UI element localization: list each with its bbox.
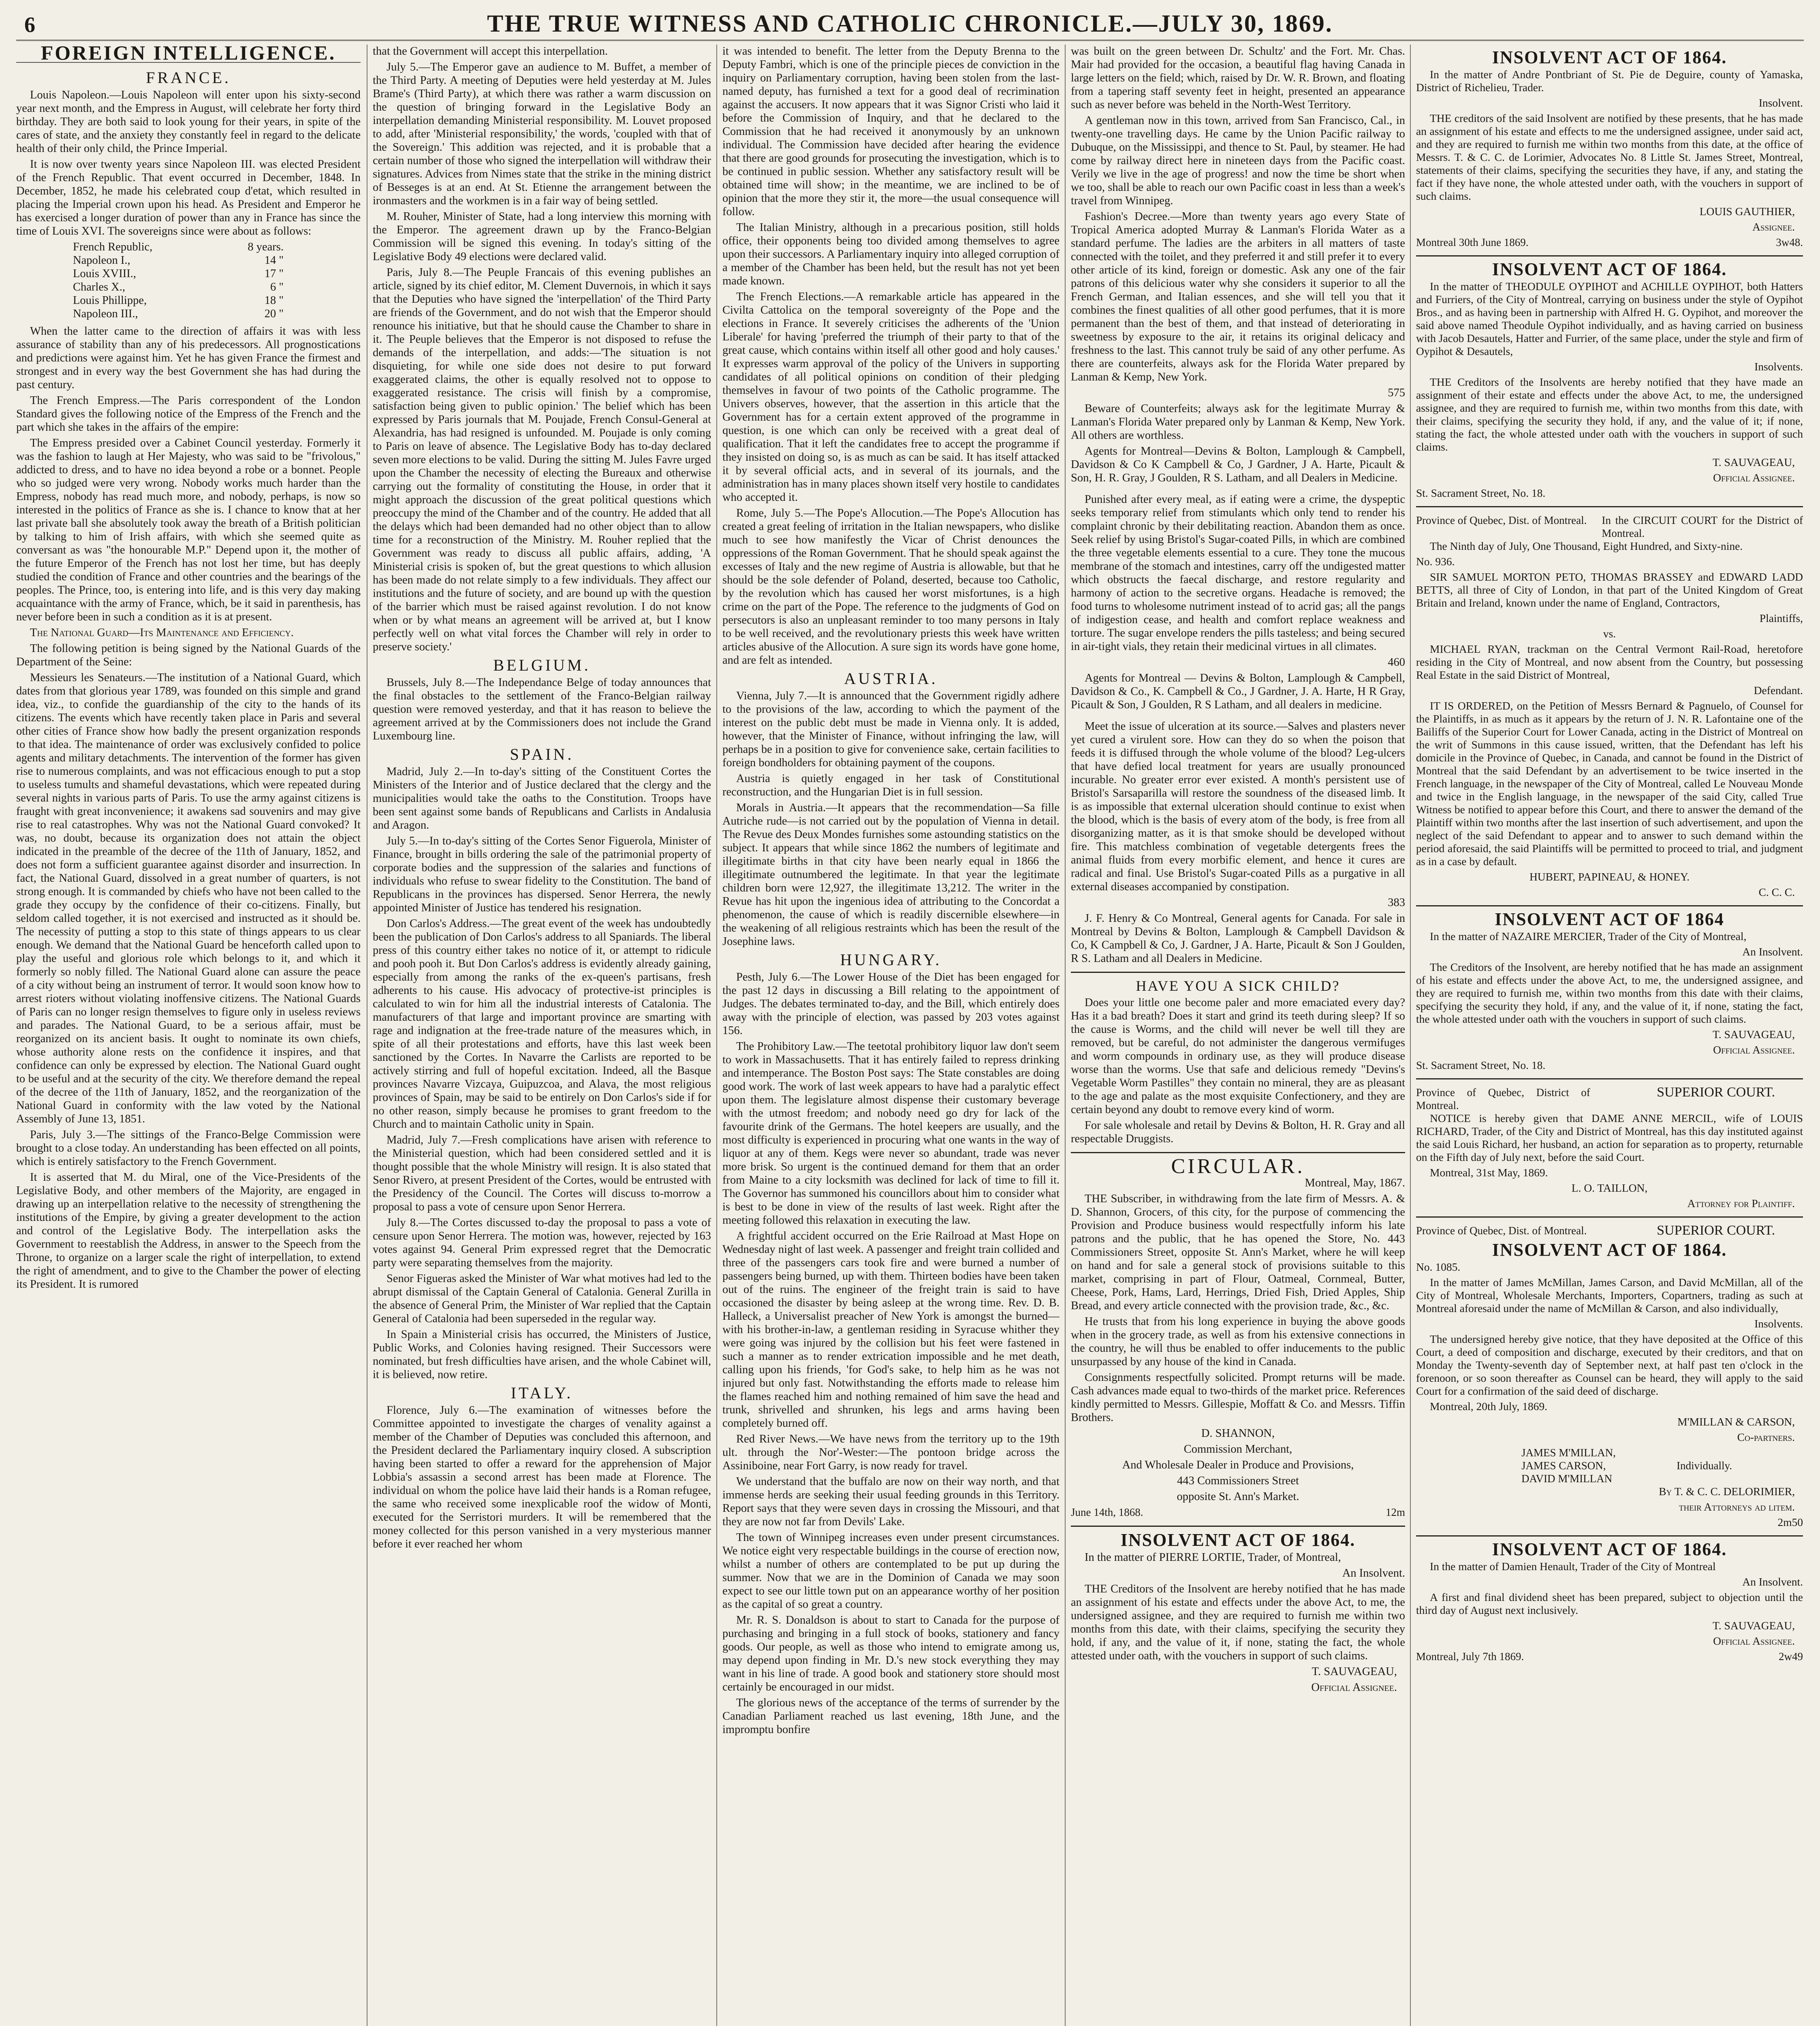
column-rule [716,45,717,2026]
notice-status: Insolvent. [1758,96,1803,109]
advertisement-paragraph: J. F. Henry & Co Montreal, General agents for Canada. For sale in Montreal by Devins & Bolton, Lamplough & Campbell Davidson & Co, K Campbell & Co, J. Gardner, J A. Harte, Picault & Son J Goulden, R S. Latham and all Dealers in Medicine. [1071,912,1405,965]
article-paragraph: Madrid, July 7.—Fresh complications have arisen with reference to the Ministerial question, which had been considered settled and it is thought possible that the whole Ministry will resign. It is also stated that Senor Rivero, at present President of the Cortes, would be entrusted with the Presidency of the Council. The Cortes will discuss to-morrow a proposal to pass a vote of censure upon Senor Herrera. [373,1134,711,1213]
notice-paragraph: In the matter of THEODULE OYPIHOT and ACHILLE OYPIHOT, both Hatters and Furriers, of the City of Montreal, carrying on business under the style of Oypihot Bros., and as having been in partnership with Alfred H. G. Oypihot, and moreover the said above named Theodule Oypihot individually, and as having carried on business with Jacob Desautels, Hatter and Furrier, of the same place, under the style and firm of Oypihot & Desautels, [1416,280,1803,357]
notice-paragraph: In the matter of Andre Pontbriant of St. Pie de Deguire, county of Yamaska, District of Richelieu, Trader. [1416,68,1803,94]
notice-paragraph: Consignments respectfully solicited. Prompt returns will be made. Cash advances made equal to two-thirds of the market price. References kindly permitted to Messrs. Gillespie, Moffatt & Co. and Messrs. Tiffin Brothers. [1071,1371,1405,1424]
signature-line: Assignee. [1752,220,1795,233]
masthead [16,7,1804,41]
country-heading: ITALY. [511,1384,573,1402]
article-paragraph: Pesth, July 6.—The Lower House of the Diet has been engaged for the past 12 days in discussing a Bill relating to the appointment of Judges. The debates terminated to-day, and the Bill, which entirely does away with the principle of election, was passed by 203 votes against 156. [722,971,1060,1037]
column-rule [1410,45,1411,2026]
article-paragraph: was built on the green between Dr. Schultz' and the Fort. Mr. Chas. Mair had provided for the occasion, a beautiful flag having Canada in large letters on the field; which, raised by Dr. W. R. Brown, and floating from a tapering staff seventy feet in height, presented an appearance such as never before was beheld in the North-West Territory. [1071,45,1405,111]
table-cell: 6 " [270,281,284,293]
signature: M'MILLAN & CARSON, [1677,1415,1795,1428]
signature-line: And Wholesale Dealer in Produce and Provisions, [1122,1459,1354,1471]
article-paragraph: July 5.—In to-day's sitting of the Cortes Senor Figuerola, Minister of Finance, brought in bills ordering the sale of the patrimonial property of corporate bodies and the suppression of the salaries and functions of individuals who refuse to swear fidelity to the Constitution. The band of Republicans in the provinces has dispersed. Senor Herrera, the newly appointed Minister of Justice has tendered his resignation. [373,835,711,914]
country-heading: HUNGARY. [840,951,942,969]
article-paragraph: The Italian Ministry, although in a precarious position, still holds office, their opponents being too divided among themselves to agree upon their successors. A Parliamentary inquiry into alleged corruption of a member of the Chamber has been held, but the result has not yet been made known. [722,221,1060,287]
notice-address: St. Sacrament Street, No. 18. [1416,487,1546,499]
article-paragraph: Paris, July 3.—The sittings of the Franco-Belge Commission were brought to a close today. An understanding has been effected on all points, which is entirely satisfactory to the French Government. [16,1128,361,1168]
signature-line: Official Assignee. [1713,1635,1795,1647]
article-paragraph: The Empress presided over a Cabinet Council yesterday. Formerly it was the fashion to laugh at Her Majesty, who was said to be "frivolous," addicted to dress, and to have no idea beyond a robe or a bonnet. People who so judged were very wrong. Nobody works much harder than the Empress, nobody has read much more, and nobody, perhaps, is now so interested in the politics of France as she is. I chance to know that at her last private ball she absolutely took away the breath of a British politician by talking to him of Irish affairs, with which she seemed quite as conversant as was "the honourable M.P." Depend upon it, the mother of the future Emperor of the French has not lost her time, but has deeply studied the condition of France and other countries and the bearings of the peoples. The Prince, too, is entering into life, and is this very day making acquaintance with the army of France, which, be it said in parenthesis, has never before been in such a condition as it is at present. [16,437,361,623]
table-row [73,294,284,307]
notice-heading: INSOLVENT ACT OF 1864. [1492,1539,1727,1559]
notice-date: Montreal 30th June 1869. [1416,236,1529,248]
signature-line: Individually. [1677,1460,1732,1472]
article-paragraph: A gentleman now in this town, arrived from San Francisco, Cal., in twenty-one travelling days. He came by the Union Pacific railway to Dubuque, on the Mississippi, and thence to St. Paul, by steamer. He had come by railway direct here in nineteen days from the Pacific coast. Verily we live in the age of progress! and now the time be short when we too, shall be able to reach our own Pacific coast in less than a week's travel from Winnipeg. [1071,114,1405,207]
table-cell: 17 " [264,267,284,280]
ad-number: 2m50 [1777,1516,1803,1528]
notice-paragraph: A first and final dividend sheet has been prepared, subject to objection until the third day of August next inclusively. [1416,1591,1803,1616]
ad-number: 3w48. [1776,236,1803,248]
notice-heading: INSOLVENT ACT OF 1864 [1495,909,1724,929]
article-paragraph: Mr. R. S. Donaldson is about to start to Canada for the purpose of purchasing and bringing in a full stock of books, stationery and fancy goods. Our people, as well as those who intend to emigrate among us, may depend upon finding in Mr. D.'s new stock everything they may want in his line of trade. A good book and stationery store should most certainly be encouraged in our midst. [722,1614,1060,1693]
article-paragraph: We understand that the buffalo are now on their way north, and that immense herds are seeking their usual feeding grounds in this Territory. Report says that they were seven days in crossing the Missouri, and that they are now not far from Devils' Lake. [722,1475,1060,1528]
section-title: FOREIGN INTELLIGENCE. [16,46,361,63]
notice-date: Montreal, 20th July, 1869. [1430,1400,1547,1413]
advertisement-paragraph: Does your little one become paler and more emaciated every day? Has it a bad breath? Does it start and grind its teeth during sleep? If so the cause is Worms, and the child will never be well till they are removed, but be careful, do not administer the dangerous vermifuges and worm compounds in ordinary use, as they will produce disease worse than the worms. Use that safe and delicious remedy "Devins's Vegetable Worm Pastilles" they contain no mineral, they are as pleasant to the age and palate as the most exquisite Confectionery, and they are certain beyond any doubt to remove every kind of worm. [1071,996,1405,1116]
divider [1416,506,1803,507]
article-paragraph: In Spain a Ministerial crisis has occurred, the Ministers of Justice, Public Works, and Colonies having resigned. Their Successors were nominated, but fresh difficulties have arisen, and the whole Cabinet will, it is believed, now retire. [373,1328,711,1381]
notice-paragraph: In the matter of James McMillan, James Carson, and David McMillan, all of the City of Montreal, Wholesale Merchants, Importers, Copartners, trading as such at Montreal aforesaid under the name of McMillan & Carson, and also individually, [1416,1276,1803,1314]
signature: T. SAUVAGEAU, [1713,1028,1795,1041]
notice-paragraph: NOTICE is hereby given that DAME ANNE MERCIL, wife of LOUIS RICHARD, Trader, of the City and District of Montreal, has this day instituted against the said Louis Richard, her husband, an action for separation as to property, returnable on the Fifth day of July next, before the said Court. [1416,1112,1803,1163]
divider [1416,905,1803,906]
ad-number: 12m [1385,1506,1405,1518]
advertisement-paragraph: Fashion's Decree.—More than twenty years ago every State of Tropical America adopted Murray & Lanman's Florida Water as a standard perfume. The ladies are the arbiters in all matters of taste connected with the toilet, and they preferred it and still prefer it to every other article of its kind, foreign or domestic. Ask any one of the fair patrons of this delicious water why she considers it superior to all the French German, and Italian essences, and she will tell you that it combines the finest qualities of all other good perfumes, that it is more permanent than the best of them, and that instead of deteriorating in sweetness by exposure to the air, it retains its original delicacy and freshness to the last. This cannot truly be said of any other perfume. As there are counterfeits, always ask for the Florida Water prepared by Lanman & Kemp, New York. [1071,210,1405,383]
column-2 [373,45,711,2026]
notice-status: Defendant. [1754,684,1803,697]
notice-paragraph: In the matter of Damien Henault, Trader of the City of Montreal [1430,1560,1716,1573]
case-number: No. 1085. [1416,1261,1461,1273]
table-cell: Napoleon III., [73,308,138,320]
signature-line: JAMES CARSON, [1521,1460,1606,1472]
notice-paragraph: THE Creditors of the Insolvent are hereby notified that he has made an assignment of his estate and effects under the above Act, to me, the undersigned assignee, and they are required to furnish me within two months from this date, with their claims, specifying the security they hold, if any, and the value of it, if none, stating the fact, the whole attested under oath, with the vouchers in support of such claims. [1071,1583,1405,1662]
article-paragraph: It is now over twenty years since Napoleon III. was elected President of the French Republic. That event occurred in December, 1848. In December, 1852, he made his celebrated coup d'etat, which resulted in placing the Imperial crown upon his head. As President and Emperor he has exercised a longer duration of power than any in France has since the time of Louis XVI. The sovereigns since were about as follows: [16,158,361,237]
divider [1416,1535,1803,1537]
article-paragraph: A frightful accident occurred on the Erie Railroad at Mast Hope on Wednesday night of last week. A passenger and freight train collided and three of the passengers cars took fire and were burned a number of passengers being burned, up with them. Thirteen bodies have been taken out of the ruins. The engineer of the freight train is said to have occasioned the disaster by being asleep at the wrong time. Rev. D. B. Halleck, a Universalist preacher of New York is amongst the burned—with his brother-in-law, a gentleman residing in Syracuse whither they were going was injured by the collision but his feet were fastened in such a manner as to render extrication impossible and he met death, calling upon his friends, 'for God's sake, to help him as he was not injured but only fast. Notwithstanding the efforts made to release him the flames reached him and nothing remained of him save the head and trunk, shrivelled and shrunken, his legs and arms having been completely burned off. [722,1230,1060,1430]
divider [1416,255,1803,256]
article-paragraph: Senor Figueras asked the Minister of War what motives had led to the abrupt dismissal of the Captain General of Catalonia. General Zurilla in the absence of General Prim, the Minister of War replied that the Captain General of Catalonia had been superseded in the regular way. [373,1272,711,1325]
table-cell: 18 " [264,294,284,307]
signature: T. SAUVAGEAU, [1713,456,1795,468]
table-cell: 8 years. [248,241,284,253]
article-paragraph: it was intended to benefit. The letter from the Deputy Brenna to the Deputy Fambri, which is one of the principle pieces de conviction in the inquiry on Parliamentary corruption, having been stolen from the last-named deputy, has furnished a text for a good deal of recrimination against the accusers. It now appears that it was Signor Cristi who laid it before the Commission of Inquiry, and that he declared to the Commission that he had received it anonymously by an unknown individual. The Commission have decided after hearing the evidence that there are good grounds for prosecuting the investigation, which is to be continued in public session. Whether any satisfactory result will be obtained time will show; in the meantime, we are inclined to be of opinion that the more they stir it, the more—the usual consequence will follow. [722,45,1060,218]
article-paragraph: Messieurs les Senateurs.—The institution of a National Guard, which dates from that glorious year 1789, was founded on this simple and grand idea, viz., to confide the guardianship of the city to the hands of its citizens. The events which have recently taken place in Paris and several other cities of France show how badly the present organization responds to that idea. The maintenance of order was exclusively confided to police agents and military detachments. The intervention of the former has given rise to numerous complaints, and was not efficacious enough to put a stop to useless tumults and shameful devastations, which were repeated during several nights in various parts of Paris. To use the army against citizens is fraught with great inconvenience; it awakens sad souvenirs and may give rise to real catastrophes. Why was not the National Guard convoked? It was, no doubt, because its organization does not attain the object indicated in the preamble of the decree of the 11th of January, 1852, and does not form a sufficient guarantee against disorder and insurrection. In fact, the National Guard, dissolved in a great number of quarters, is not strong enough. It is commanded by chiefs who have not been called to the grade they occupy by the confidence of their co-citizens. Finally, but seldom called together, it is not exercised and instructed as it should be. The necessity of putting a stop to this state of things appears to us clear enough. We demand that the National Guard be henceforth called upon to play the useful and glorious role which belongs to it, and which it formerly so nobly filled. The National Guard alone can assure the peace of a city without being an instrument of terror. It would soon know how to arrest rioters without violating inoffensive citizens. The National Guards of Paris can no longer resign themselves to figure only in useless reviews and parades. The National Guard, to be a serious affair, must be reorganized on its ancient basis. It ought to nominate its own chiefs, whose authority alone rests on the confidence it inspires, and that confidence can only be expressed by election. The National Guard ought to be useful and at the security of the city. We therefore demand the repeal of the decree of the 11th of January, 1852, and the reorganization of the National Guard in conformity with the law voted by the National Assembly of June 13, 1851. [16,671,361,1125]
divider [1071,972,1405,973]
article-paragraph: When the latter came to the direction of affairs it was with less assurance of stability than any of his predecessors. All prognostications and predictions were against him. Yet he has given France the firmest and strongest and in every way the best Government she has had during the past century. [16,325,361,391]
notice-paragraph: The Creditors of the Insolvent, are hereby notified that he has made an assignment of his estate and effects under the above Act, to me, the undersigned assignee, and they are required to furnish me, within two months from this date with their claims, specifying the security they hold, if any, and the value of it, if none, stating the fact, the whole attested under oath with the vouchers in support of such claims. [1416,961,1803,1025]
signature-line: By T. & C. C. DELORIMIER, [1659,1485,1795,1498]
article-paragraph: Vienna, July 7.—It is announced that the Government rigidly adhere to the provisions of the law, according to which the payment of the interest on the public debt must be made in Vienna only. It is added, however, that the Minister of Finance, without infringing the law, will perhaps be in a position to give for convenience sake, certain facilities to foreign bondholders for obtaining payment of the coupons. [722,690,1060,769]
masthead-title: THE TRUE WITNESS AND CATHOLIC CHRONICLE.—JULY 30, 1869. [487,10,1333,37]
article-paragraph: Don Carlos's Address.—The great event of the week has undoubtedly been the publication of Don Carlos's address to all Spaniards. The liberal press of this country either takes no notice of it, or attempt to ridicule and pooh pooh it. But Don Carlos's address is evidently already gaining, especially from among the ranks of the ex-queen's partisans, fresh adherents to his cause. His advocacy of protective-ist principles is calculated to win for him all the industrial interests of Catalonia. The manufacturers of that large and important province are smarting with rage and indignation at the free-trade nature of the measures which, in spite of all their protestations and efforts, have this last week been sanctioned by the Cortes. In Navarre the Carlists are reported to be actively stirring and full of hopeful excitation. Indeed, all the Basque provinces Navarre Vizcaya, Guipuzcoa, and Alava, the most religious provinces of Spain, may be said to be entirely on Don Carlos's side if for no other reason, simply because he promises to grant freedom to the Church and to maintain Catholic unity in Spain. [373,917,711,1131]
signature-line: Official Assignee. [1713,1043,1795,1056]
notice-heading: INSOLVENT ACT OF 1864. [1120,1530,1356,1550]
signature-line: Official Assignee. [1713,471,1795,484]
notice-paragraph: He trusts that from his long experience in buying the above goods when in the grocery trade, as well as from his extensive connections in the country, he will thus be enabled to offer inducements to the public unsurpassed by any house of the kind in Canada. [1071,1315,1405,1368]
table-row [73,280,284,294]
table-row [73,307,284,321]
circular-heading: CIRCULAR. [1171,1155,1305,1178]
versus-label: vs. [1603,627,1616,640]
signature-line: their Attorneys ad litem. [1679,1500,1795,1513]
table-row [73,267,284,280]
table-row [73,240,284,254]
column-3 [722,45,1060,2026]
signature: HUBERT, PAPINEAU, & HONEY. [1529,870,1690,883]
signature: D. SHANNON, [1201,1427,1275,1440]
notice-status: An Insolvent. [1342,1567,1405,1579]
notice-paragraph: THE Subscriber, in withdrawing from the late firm of Messrs. A. & D. Shannon, Grocers, of this city, for the purpose of commencing the Provision and Produce business would respectfully inform his late patrons and the public, that he has opened the Store, No. 443 Commissioners Street, opposite St. Ann's Market, where he will keep on hand and for sale a general stock of provisions suitable to this market, comprising in part of Flour, Oatmeal, Cornmeal, Butter, Cheese, Pork, Hams, Lard, Herrings, Dried Fish, Dried Apples, Ship Bread, and every article connected with the provision trade, &c., &c. [1071,1193,1405,1312]
signature: L. O. TAILLON, [1571,1182,1648,1194]
notice-date: Montreal, July 7th 1869. [1416,1650,1524,1663]
notice-footer [1416,236,1803,249]
country-heading: SPAIN. [510,745,574,763]
notice-address: St. Sacrament Street, No. 18. [1416,1059,1546,1071]
signature-line: Commission Merchant, [1183,1443,1292,1455]
country-heading: BELGIUM. [493,656,591,674]
article-paragraph: Brussels, July 8.—The Independance Belge of today announces that the final obstacles to the settlement of the Franco-Belgian railway question were removed yesterday, and that it has reason to believe the agreement arrived at by the Commissioners does not include the Grand Luxembourg line. [373,676,711,742]
signature: LOUIS GAUTHIER, [1699,205,1795,218]
divider [1416,1216,1803,1218]
notice-paragraph: The undersigned hereby give notice, that they have deposited at the Office of this Court, a deed of composition and discharge, executed by their creditors, and that on Monday the Twenty-seventh day of September next, at half past ten o'clock in the forenoon, or so soon thereafter as Counsel can be heard, they will apply to the said Court for a confirmation of the said deed of discharge. [1416,1333,1803,1397]
notice-heading: INSOLVENT ACT OF 1864. [1492,259,1727,279]
article-paragraph: M. Rouher, Minister of State, had a long interview this morning with the Emperor. The agreement drawn up by the Franco-Belgian Commission will be signed this evening. In today's sitting of the Legislative Body 49 elections were declared valid. [373,210,711,263]
ad-number: 575 [1388,387,1405,399]
article-paragraph: Red River News.—We have news from the territory up to the 19th ult. through the Nor'-Wester:—The pontoon bridge across the Assiniboine, near Fort Garry, is now ready for travel. [722,1433,1060,1472]
sovereigns-table [73,240,284,321]
table-cell: 14 " [264,254,284,267]
signature-line: DAVID M'MILLAN [1521,1472,1613,1485]
signature-line: Attorney for Plaintiff. [1687,1197,1795,1210]
page-number: 6 [24,13,35,37]
article-paragraph: July 8.—The Cortes discussed to-day the proposal to pass a vote of censure upon Senor Herrera. The motion was, however, rejected by 163 votes against 94. General Prim expressed regret that the Democratic party were separating themselves from the majority. [373,1216,711,1269]
court-province: Province of Quebec, Dist. of Montreal. [1416,1225,1587,1237]
article-paragraph: The Prohibitory Law.—The teetotal prohibitory liquor law don't seem to work in Massachusetts. That it has entirely failed to repress drinking and intemperance. The Boston Post says: The State constables are doing good work. The work of last week appears to have had a paralytic effect upon them. The legislature almost dispense their customary beverage with the utmost freedom; and nobody need go dry for lack of the favourite drink of the Germans. The hotel keepers are usually, and the most difficulty is experienced in procuring what one wants in the way of liquor at any of them. Kegs were never so abundant, trade was never more brisk. So urgent is the continued demand for them that an order from Maine to a city locksmith was declined for lack of time to fill it. The Governor has summoned his councillors about him to consider what is best to be done in view of the results of last week. Right after the meeting followed this relaxation in executing the law. [722,1040,1060,1227]
notice-status: An Insolvent. [1742,945,1803,958]
article-paragraph: The French Empress.—The Paris correspondent of the London Standard gives the following notice of the Empress of the French and the part which she takes in the affairs of the empire: [16,394,361,434]
signature-block [1521,1446,1732,1485]
article-paragraph: Morals in Austria.—It appears that the recommendation—Sa fille Autriche rude—is not carried out by the population of Vienna in detail. The Revue des Deux Mondes furnishes some astounding statistics on the subject. It appears that while since 1862 the numbers of legitimate and illegitimate births in that city have been nearly equal in 1866 the illegitimate outnumbered the legitimate. In that year the legitimate children born were 12,927, the illegitimate 13,212. The writer in the Revue has hit upon the ingenious idea of attributing to the Concordat a phenomenon, the cause of which is readily discernible elsewhere—in the weakening of all religious restraints which has been the result of the Josephine laws. [722,801,1060,948]
notice-paragraph: In the matter of PIERRE LORTIE, Trader, of Montreal, [1085,1551,1341,1564]
article-paragraph: Florence, July 6.—The examination of witnesses before the Committee appointed to investigate the charges of venality against a member of the Chamber of Deputies was concluded this afternoon, and the President declared the Parliamentary inquiry closed. A subscription having been started to offer a reward for the apprehension of Major Lobbia's assassin a second arrest has been made at Florence. The individual on whom the police have laid their hands is a Roman refugee, the same who received some inexplicable roof the widow of Monti, executed for the Serristori murders. It will be remembered that the money collected for this person vanished in a very mysterious manner before it ever reached her whom [373,1404,711,1550]
table-row [73,254,284,267]
signature-names [1521,1446,1616,1485]
article-paragraph: Paris, July 8.—The Peuple Francais of this evening publishes an article, signed by its chief editor, M. Clement Duvernois, in which it says that the Deputies who have signed the 'interpellation' of the Third Party are friends of the Government, and do not wish that the Emperor should renounce his initiative, but that he should cause the Chamber to share in it. The Peuple believes that the Emperor is not disposed to refuse the demands of the interpellation, and adds:—'The situation is not disquieting, for while one side does not desire to put forward exaggerated claims, the other is equally resolved not to oppose to exaggerated resistance. The crisis will finish by a compromise, satisfaction being given to public opinion.' The belief which has been expressed by Paris journals that M. Poujade, French Consul-General at Alexandria, has had resigned is unfounded. M. Poujade is only coming to Paris on leave of absence. The Legislative Body has to-day declared seven more elections to be valid. During the sitting M. Jules Favre urged upon the Chamber the necessity of electing the Bureaux and otherwise carrying out the formality of constituting the House, in order that it might approach the discussion of the great political questions which preoccupy the mind of the Chamber and of the country. He added that all the delays which had been demanded had no other object than to allow time for a reconstruction of the Ministry. M. Rouher replied that the Government was ready to discuss all public affairs, adding, 'A Ministerial crisis is spoken of, but the great questions to which allusion has been made do not relate simply to a few individuals. They affect our institutions and the future of society, and are bound up with the question of the barrier which must be raised against revolution. I do not know when or by what means an agreement will be arrived at, but I know perfectly well on what vital forces the Chamber will rely in order to preserve society.' [373,266,711,653]
column-1 [16,45,361,2026]
article-paragraph: The glorious news of the acceptance of the terms of surrender by the Canadian Parliament reached us last evening, 18th June, and the impromptu bonfire [722,1697,1060,1736]
notice-footer [1416,1650,1803,1663]
divider [1071,1152,1405,1153]
notice-heading: INSOLVENT ACT OF 1864. [1492,47,1727,67]
signature-line: opposite St. Ann's Market. [1177,1490,1299,1503]
notice-date: Montreal, 31st May, 1869. [1430,1166,1548,1179]
signature: T. SAUVAGEAU, [1713,1619,1795,1632]
country-heading: AUSTRIA. [844,669,938,688]
column-4 [1071,45,1405,2026]
court-province: Province of Quebec, District of Montreal. [1416,1086,1590,1111]
notice-status: An Insolvent. [1742,1575,1803,1588]
table-cell: Louis XVIII., [73,267,136,280]
article-paragraph: Madrid, July 2.—In to-day's sitting of the Constituent Cortes the Ministers of the Interior and of Justice declared that the clergy and the municipalities would take the oaths to the Constitution. Troops have been sent against some bands of Republicans and Carlists in Andalusia and Aragon. [373,765,711,831]
article-paragraph: The French Elections.—A remarkable article has appeared in the Civilta Cattolica on the temporal sovereignty of the Pope and the elections in France. It severely criticises the adherents of the 'Union Liberale' for having 'preferred the triumph of their party to that of the great cause, which contains within itself all other good and holy causes.' It expresses warm approval of the policy of the Univers in supporting candidates of all political opinions on condition of their pledging themselves in favour of two points of the Catholic programme. The Univers observes, however, that the assertion in this article that the Government has for a certain extent approved of the programme in question, is one which can only be received with a great deal of qualification. That it left the candidates free to accept the programme if they insisted on doing so, is as much as can be said. It has itself attacked it by several official acts, and in several of its journals, and the administration has in many places shown itself very hostile to candidates who accepted it. [722,291,1060,504]
court-header [1416,1224,1803,1237]
article-paragraph: Louis Napoleon.—Louis Napoleon will enter upon his sixty-second year next month, and the Empress in August, will celebrate her forty third birthday. They are both said to look young for their years, in spite of the cares of state, and the anxiety they constantly feel in regard to the delicate health of their only child, the Prince Imperial. [16,89,361,155]
court-header [1416,1086,1803,1112]
country-heading: FRANCE. [146,68,231,87]
article-paragraph: Austria is quietly engaged in her task of Constitutional reconstruction, and the Hungarian Diet is in full session. [722,772,1060,798]
case-number: No. 936. [1416,555,1455,568]
article-paragraph: July 5.—The Emperor gave an audience to M. Buffet, a member of the Third Party. A meeting of Deputies were held yesterday at M. Jules Brame's (Third Party), at which there was rather a warm discussion on the question of bringing forward in the Legislative Body an interpellation demanding Ministerial responsibility. M. Louvet proposed to add, after 'Ministerial responsibility,' the words, 'coupled with that of the Sovereign.' This addition was rejected, and it is probable that a certain number of those who signed the interpellation will withdraw their signatures. Advices from Nimes state that the strike in the mining district of Besseges is at an end. At St. Etienne the arrangement between the ironmasters and the workmen is in a fair way of being settled. [373,61,711,207]
column-5 [1416,45,1803,2026]
advertisement-paragraph: Meet the issue of ulceration at its source.—Salves and plasters never yet cured a virulent sore. How can they do so when the poison that feeds it is diffused through the whole volume of the blood? Leg-ulcers that have defied local treatment for years are usually pronounced incurable. No greater error ever existed. A month's persistent use of Bristol's Sarsaparilla will restore the soundness of the diseased limb. It is as impossible that external ulceration should continue to exist when the blood, which is the basis of every atom of the body, is free from all disorganizing matter, as it is that smoke should be developed without fire. This matchless combination of vegetable detergents frees the animal fluids from every morbific element, and hence it cures are radical and final. Use Bristol's Sugar-coated Pills as a purgative in all external diseases accompanied by constipation. [1071,720,1405,893]
article-paragraph: It is asserted that M. du Miral, one of the Vice-Presidents of the Legislative Body, and other members of the Majority, are engaged in drawing up an interpellation relative to the necessity of strengthening the institutions of the Empire, by giving a greater development to the action and control of the Legislative Body. The interpellation asks the Government to reestablish the Address, in answer to the Speech from the Throne, to organize on a larger scale the right of interpellation, to extend the right of amendment, and to give to the Chamber the power of electing its President. It is rumored [16,1171,361,1291]
column-rule [1065,45,1066,2026]
advertisement-paragraph: Beware of Counterfeits; always ask for the legitimate Murray & Lanman's Florida Water prepared only by Lanman & Kemp, New York. All others are worthless. [1071,402,1405,442]
notice-date: June 14th, 1868. [1071,1506,1143,1518]
signature-line: C. C. C. [1758,886,1795,898]
signature-line: 443 Commissioners Street [1177,1475,1299,1487]
notice-date: Montreal, May, 1867. [1305,1177,1405,1189]
notice-paragraph: MICHAEL RYAN, trackman on the Central Vermont Rail-Road, heretofore residing in the City of Montreal, and now absent from the Country, but possessing Real Estate in the said District of Montreal, [1416,643,1803,681]
signature: T. SAUVAGEAU, [1312,1665,1397,1678]
article-paragraph: The following petition is being signed by the National Guards of the Department of the Seine: [16,642,361,668]
court-province: Province of Quebec, Dist. of Montreal. [1416,514,1587,526]
court-name: SUPERIOR COURT. [1657,1085,1775,1100]
notice-heading: INSOLVENT ACT OF 1864. [1492,1240,1727,1260]
notice-paragraph: In the matter of NAZAIRE MERCIER, Trader of the City of Montreal, [1430,930,1747,942]
court-name: In the CIRCUIT COURT for the District of Montreal. [1602,514,1803,539]
notice-paragraph: SIR SAMUEL MORTON PETO, THOMAS BRASSEY and EDWARD LADD BETTS, all three of City of London, in that part of the United Kingdom of Great Britain and Ireland, known under the name of England, Contractors, [1416,571,1803,609]
table-cell: Louis Phillippe, [73,294,147,307]
ad-number: 383 [1388,896,1405,909]
notice-status: Plaintiffs, [1759,612,1803,624]
signature-line: Official Assignee. [1311,1681,1397,1694]
notice-paragraph: IT IS ORDERED, on the Petition of Messrs Bernard & Pagnuelo, of Counsel for the Plaintiffs, in as much as it appears by the return of J. N. R. Lafontaine one of the Bailiffs of the Superior Court for Lower Canada, acting in the District of Montreal on the writ of Summons in this cause issued, written, that the Defendant has left his domicile in the Province of Quebec, in Canada, and cannot be found in the District of Montreal that the said Defendant by an advertisement to be twice inserted in the French language, in the newspaper of the City of Montreal, called Le Nouveau Monde and twice in the English language, in the newspaper of the said City, called True Witness be notified to appear before this Court, and there to answer the demand of the Plaintiff within two months after the last insertion of such advertisement, and upon the neglect of the said Defendant to appear and to answer to such demand within the period aforesaid, the said Plaintiffs will be permitted to proceed to trial, and judgment as in a case by default. [1416,699,1803,868]
table-cell: 20 " [264,308,284,320]
article-paragraph: The town of Winnipeg increases even under present circumstances. We notice eight very respectable buildings in the course of erection now, whilst a number of others are contemplated to be put up during the summer. Now that we are in the Dominion of Canada we may soon expect to see our little town put on an appearance worthy of her position as the capital of so great a country. [722,1531,1060,1611]
signature-line: Co-partners. [1737,1431,1795,1443]
signature-line: JAMES M'MILLAN, [1521,1447,1616,1459]
advertisement-paragraph: Agents for Montreal—Devins & Bolton, Lamplough & Campbell, Davidson & Co K Campbell & Co, J Gardner, J A. Harte, Picault & Son, H. R. Gray, J Goulden, R S. Latham, and all Dealers in Medicine. [1071,445,1405,484]
ad-number: 2w49 [1779,1650,1803,1663]
notice-status: Insolvents. [1754,1317,1803,1330]
notice-footer [1071,1506,1405,1519]
article-paragraph: that the Government will accept this interpellation. [373,45,608,58]
advertisement-paragraph: Punished after every meal, as if eating were a crime, the dyspeptic seeks temporary relief from stimulants which only tend to render his complaint chronic by their debilitating reaction. Abandon them as once. Seek relief by using Bristol's Sugar-coated Pills, in which are combined the three vegetable elements essential to a cure. They tone the mucous membrane of the stomach and intestines, carry off the undigested matter which obstructs the faecal discharge, and restore regularity and harmony of action to the secretive organs. Headache is removed; the food turns to wholesome nutriment instead of to acrid gas; all the pangs of indigestion cease, and health and comfort replace weakness and torture. The sugar envelope renders the pills tasteless; and being secured in air-tight vials, they retain their medicinal virtues in all climates. [1071,493,1405,653]
divider [1416,1078,1803,1079]
article-paragraph: Rome, July 5.—The Pope's Allocution.—The Pope's Allocution has created a great feeling of irritation in the Italian newspapers, who dislike much to see how manifestly the Vicar of Christ denounces the oppressions of the Roman Government. That he should speak against the excesses of Italy and the new regime of Austria is allowable, but that he should be the sole defender of Poland, deserted, because too Catholic, by the revolution which has caused her worst misfortunes, is a high crime on the part of the Pope. The reference to the judgments of God on persecutors is also an unpleasant reminder to too many persons in Italy to be well received, and the revolutionary priests this week have written articles abusive of the Allocution. A sure sign its words have gone home, and are felt as intended. [722,507,1060,667]
divider [1071,1526,1405,1527]
table-cell: Napoleon I., [73,254,130,267]
advertisement-paragraph: For sale wholesale and retail by Devins & Bolton, H. R. Gray and all respectable Druggists. [1071,1119,1405,1145]
notice-paragraph: The Ninth day of July, One Thousand, Eight Hundred, and Sixty-nine. [1430,540,1743,552]
ad-heading: HAVE YOU A SICK CHILD? [1136,978,1340,994]
notice-status: Insolvents. [1754,360,1803,373]
notice-paragraph: THE creditors of the said Insolvent are notified by these presents, that he has made an assignment of his estate and effects to me the undersigned assignee, under said act, and they are required to furnish me within two months from this date, at the office of Messrs. T. & C. C. de Lorimier, Advocates No. 8 Little St. James Street, Montreal, statements of their claims, specifying the securities they have, if any, and stating the fact if they have none, the whole attested under oath, with the vouchers in support of such claims. [1416,112,1803,202]
court-name: SUPERIOR COURT. [1657,1223,1775,1238]
court-header [1416,514,1803,540]
subheading: The National Guard—Its Maintenance and Efficiency. [30,626,294,639]
ad-number: 460 [1388,656,1405,669]
table-cell: Charles X., [73,281,126,293]
notice-paragraph: THE Creditors of the Insolvents are hereby notified that they have made an assignment of their estate and effects under the above Act, to me, the undersigned assignee, and they are required to furnish me, within two months from this date, with their claims, specifying the security they hold, if any, and the value of it; if none, stating the fact, the whole attested under oath with the vouchers in support of such claims. [1416,376,1803,453]
table-cell: French Republic, [73,241,153,253]
advertisement-paragraph: Agents for Montreal — Devins & Bolton, Lamplough & Campbell, Davidson & Co., K. Campbell & Co., J Gardner, J. A. Harte, H R Gray, Picault & Son, J Goulden, R S Latham, and all dealers in medicine. [1071,672,1405,711]
